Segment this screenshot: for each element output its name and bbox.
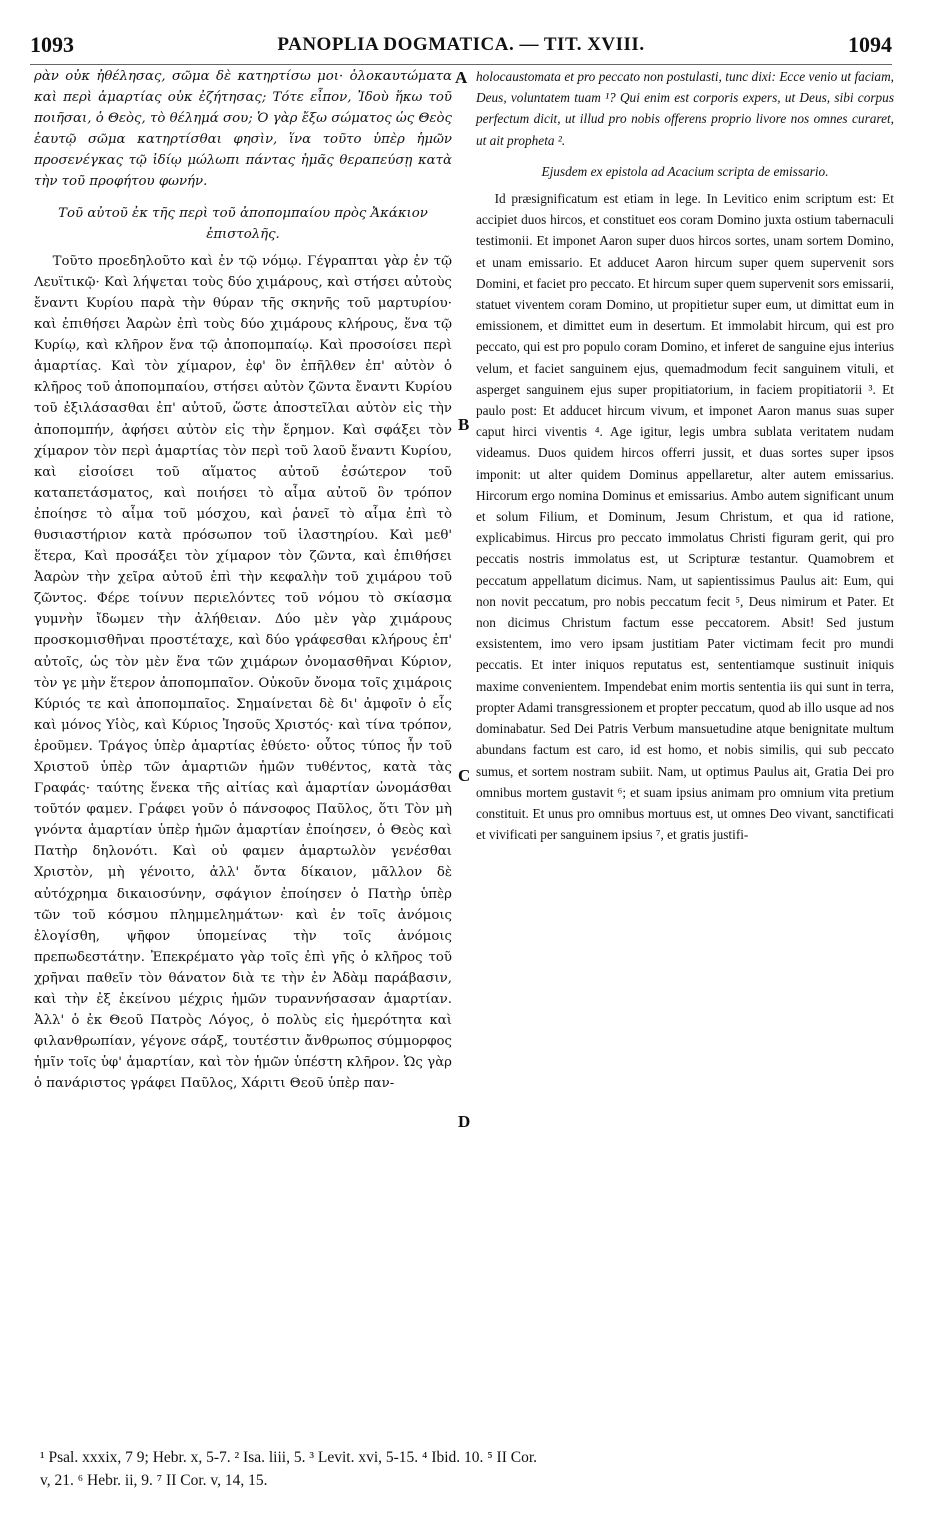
greek-section-heading: Τοῦ αὐτοῦ ἐκ τῆς περὶ τοῦ ἀποπομπαίου πρὸς Ἀκάκιον ἐπιστολῆς.	[58, 205, 428, 242]
page-header	[30, 32, 892, 62]
margin-marker-d: D	[458, 1112, 471, 1131]
page-number-left: 1093	[30, 32, 74, 57]
greek-paragraph-1: ρὰν οὐκ ἠθέλησας, σῶμα δὲ κατηρτίσω μοι· ὁλοκαυτώματα καὶ περὶ ἁμαρτίας οὐκ ἐζήτησας; Τότε εἶπον, Ἰδοὺ ἥκω τοῦ ποιῆσαι, ὁ Θεὸς, τὸ θέλημά σου; Ὁ γὰρ ἔξω σώματος ὡς Θεὸς ἑαυτῷ σῶμα κατηρτίσθαι φησὶν, ἵνα τοῦτο ὑπὲρ ἡμῶν προσενέγκας τῷ ἰδίῳ μώλωπι πάντας ἡμᾶς θεραπεύσῃ κατὰ τὴν τοῦ προφήτου φωνήν.	[34, 69, 452, 190]
margin-marker-c: C	[458, 766, 471, 785]
page-number-right: 1094	[848, 32, 892, 57]
margin-marker-a: A	[455, 68, 468, 87]
greek-paragraph-2: Τοῦτο προεδηλοῦτο καὶ ἐν τῷ νόμῳ. Γέγραπται γὰρ ἐν τῷ Λευϊτικῷ· Καὶ λήψεται τοὺς δύο χιμάρους, καὶ στήσει αὐτοὺς ἔναντι Κυρίου παρὰ τὴν θύραν τῆς σκηνῆς τοῦ μαρτυρίου· καὶ ἐπιθήσει Ἀαρὼν ἐπὶ τοὺς δύο χιμάρους κλήρους, ἕνα τῷ Κυρίῳ, καὶ κλῆρον ἕνα τῷ ἀποπομπαίῳ. Καὶ προσοίσει περὶ ἁμαρτίας. Καὶ τὸν χίμαρον, ἐφ' ὃν ἐπῆλθεν ἐπ' αὐτὸν ὁ κλῆρος τοῦ ἀποπομπαίου, στήσει αὐτὸν ζῶντα ἔναντι Κυρίου τοῦ ἐξιλάσασθαι ἐπ' αὐτοῦ, ὥστε ἀποστεῖλαι αὐτὸν εἰς τὴν ἀποπομπήν, ἀφήσει αὐτὸν εἰς τὴν ἔρημον. Καὶ σφάξει τὸν χίμαρον τὸν περὶ ἁμαρτίας τὸν περὶ τοῦ λαοῦ ἔναντι Κυρίου, καὶ εἰσοίσει τοῦ αἵματος αὐτοῦ ἐσώτερον τοῦ καταπετάσματος, καὶ ποιήσει τὸ αἷμα αὐτοῦ ὃν τρόπον ἐποίησε τὸ αἷμα τοῦ μόσχου, καὶ ῥανεῖ τὸ αἷμα ἐπὶ τὸ θυσιαστήριον κατὰ πρόσωπον τοῦ ἱλαστηρίου. Καὶ μεθ' ἕτερα, Καὶ προσάξει τὸν χίμαρον τὸν ζῶντα, καὶ ἐπιθήσει Ἀαρὼν τὴν χεῖρα αὐτοῦ ἐπὶ τὴν κεφαλὴν τοῦ χιμάρου τοῦ ζῶντος. Φέρε τοίνυν περιελόντες τοῦ νόμου τὸ σκίασμα γυμνὴν ἴδωμεν τὴν ἀλήθειαν. Δύο μὲν γὰρ χιμάρους προσκομισθῆναι προστέταχε, καὶ δύο γράφεσθαι κλήρους ἐπ' αὐτοῖς, ὡς τὸν μὲν ἕνα τῶν χιμάρων ὀνομασθῆναι Κύριον, τὸν γε μὴν ἕτερον ἀποπομπαῖον. Οὐκοῦν ὄνομα τοῖς χιμάροις Κύριός τε καὶ ἀποπομπαῖος. Σημαίνεται δὲ δι' ἀμφοῖν ὁ εἷς καὶ μόνος Υἱὸς, καὶ Κύριος Ἰησοῦς Χριστός· καὶ τίνα τρόπον, ἐροῦμεν. Τράγος ὑπὲρ ἁμαρτίας ἐθύετο· οὗτος τύπος ἦν τοῦ Χριστοῦ ὑπὲρ τῶν ἁμαρτιῶν ἡμῶν τυθέντος, κατὰ τὰς Γραφάς· ταύτης ἕνεκα τῆς αἰτίας καὶ ἁμαρτίαν ὠνομάσθαι τοῦτόν φαμεν. Γράφει γοῦν ὁ πάνσοφος Παῦλος, ὅτι Τὸν μὴ γνόντα ἁμαρτίαν ὑπὲρ ἡμῶν ἁμαρτίαν ἐποίησεν, ὁ Θεὸς καὶ Πατὴρ δηλονότι. Καὶ οὐ φαμεν ἁμαρτωλὸν γενέσθαι Χριστὸν, μὴ γένοιτο, ἀλλ' ὄντα δίκαιον, μᾶλλον δὲ αὐτόχρημα δικαιοσύνην, σφάγιον ἐποίησεν ὁ Πατὴρ ὑπὲρ τῶν τοῦ κόσμου πλημμελημάτων· καὶ ἐν τοῖς ἀνόμοις ἐλογίσθη, ψῆφον ὑπομείνας τὴν τοῖς ἀνόμοις πρεπωδεστάτην. Ἐπεκρέματο γὰρ τοῖς ἐπὶ γῆς ὁ κλῆρος τοῦ χρῆναι παθεῖν τὸν θάνατον διὰ τε τὴν ἐν Ἀδὰμ παράβασιν, καὶ τὴν ἐξ ἐκείνου μέχρις ἡμῶν τυραννήσασαν ἁμαρτίαν. Ἀλλ' ὁ ἐκ Θεοῦ Πατρὸς Λόγος, ὁ πολὺς εἰς ἡμερότητα καὶ φιλανθρωπίαν, γέγονε σάρξ, τουτέστιν ἄνθρωπος σύμμορφος ἡμῖν τοῖς ὑφ' ἁμαρτίαν, καὶ τὸν ἡμῶν ὑπέστη κλῆρον. Ὡς γὰρ ὁ πανάριστος γράφει Παῦλος, Χάριτι Θεοῦ ὑπὲρ παν-	[34, 253, 452, 1092]
footnote-line-1: ¹ Psal. xxxix, 7 9; Hebr. x, 5-7. ² Isa. liii, 5. ³ Levit. xvi, 5-15. ⁴ Ibid. 10. ⁵ II Cor.	[40, 1449, 538, 1466]
latin-column	[476, 66, 894, 845]
latin-paragraph-2: Id præsignificatum est etiam in lege. In Levitico enim scriptum est: Et accipiet duos hircos, et constituet eos coram Domino juxta ostium tabernaculi testimonii. Et imponet Aaron super duos hircos sortes, unam sortem Domino, et unam emissario. Et adducet Aaron hircum super quem supervenit sors Domini, et faciet pro peccato. Et hircum super quem supervenit sors emissarii, statuet viventem coram Domino, ut propitietur super eum, ut dimittat eum in emissionem, et dimittet eum in desertum. Et immolabit hircum, qui est pro peccato, qui est pro populo coram Domino, et inferet de sanguine ejus interius velum, et faciet sanguinem ejus, quemadmodum fecit sanguinem vituli, et asperget sanguinem ejus super propitiatorium, in faciem propitiatorii ³. Et paulo post: Et adducet hircum vivum, et imponet Aaron manus suas super caput hirci viventis ⁴. Age igitur, legis umbra sublata veritatem nudam videamus. Duos quidem hircos offerri jussit, et duas sortes super ipsos imponit: ut alter quidem Dominus appellaretur, alter autem emissarius. Hircorum ergo nomina Dominus et emissarius. Ambo autem significant unum et solum Filium, et Dominum, Jesum Christum, et qua id ratione, explicabimus. Hircus pro peccato immolatus Christi figuram gerit, qui pro peccatis nostris immolatus est, ut Scripturæ testantur. Quamobrem et peccatum appellatum dicimus. Nam, ut sapientissimus Paulus ait: Eum, qui non novit peccatum, pro nobis peccatum fecit ⁵, Deus nimirum et Pater. Et non dicimus Christum factum esse peccatorem. Absit! Sed justum exsistentem, imo vero ipsam justitiam Pater victimam fecit pro mundi peccatis. Et inter iniquos reputatus est, sententiamque sustinuit iniquis maxime convenientem. Impendebat enim mortis sententia iis qui sunt in terra, propter Adami transgressionem et propter peccatum, quod ab illo usque ad nos dominabatur. Sed Dei Patris Verbum mansuetudine atque benignitate multum abundans factum est caro, id est homo, et nobis similis, qui sub peccato sumus, et sortem nostram subiit. Nam, ut optimus Paulus ait, Gratia Dei pro omnibus mortem gustavit ⁶; et suam ipsius animam pro omnium vita pretium constituit. Et unus pro omnibus mortuus est, ut omnes Deo vivant, sanctificati et vivificati per sanguinem ipsius ⁷, et gratis justifi-	[476, 191, 895, 843]
margin-marker-b: B	[458, 415, 470, 434]
footnotes	[40, 1446, 890, 1492]
greek-column	[34, 66, 452, 1095]
latin-section-heading: Ejusdem ex epistola ad Acacium scripta de emissario.	[541, 163, 829, 179]
latin-paragraph-1: holocaustomata et pro peccato non postulasti, tunc dixi: Ecce venio ut faciam, Deus, voluntatem tuam ¹? Qui enim est corporis expers, ut Deus, sibi corpus perfectum dicit, ut illud pro nobis offerens proprio livore nos omnes curaret, ut ait propheta ².	[476, 69, 894, 148]
running-title: PANOPLIA DOGMATICA. — TIT. XVIII.	[277, 34, 645, 55]
footnote-line-2: v, 21. ⁶ Hebr. ii, 9. ⁷ II Cor. v, 14, 15.	[40, 1472, 268, 1489]
header-rule	[30, 64, 892, 65]
